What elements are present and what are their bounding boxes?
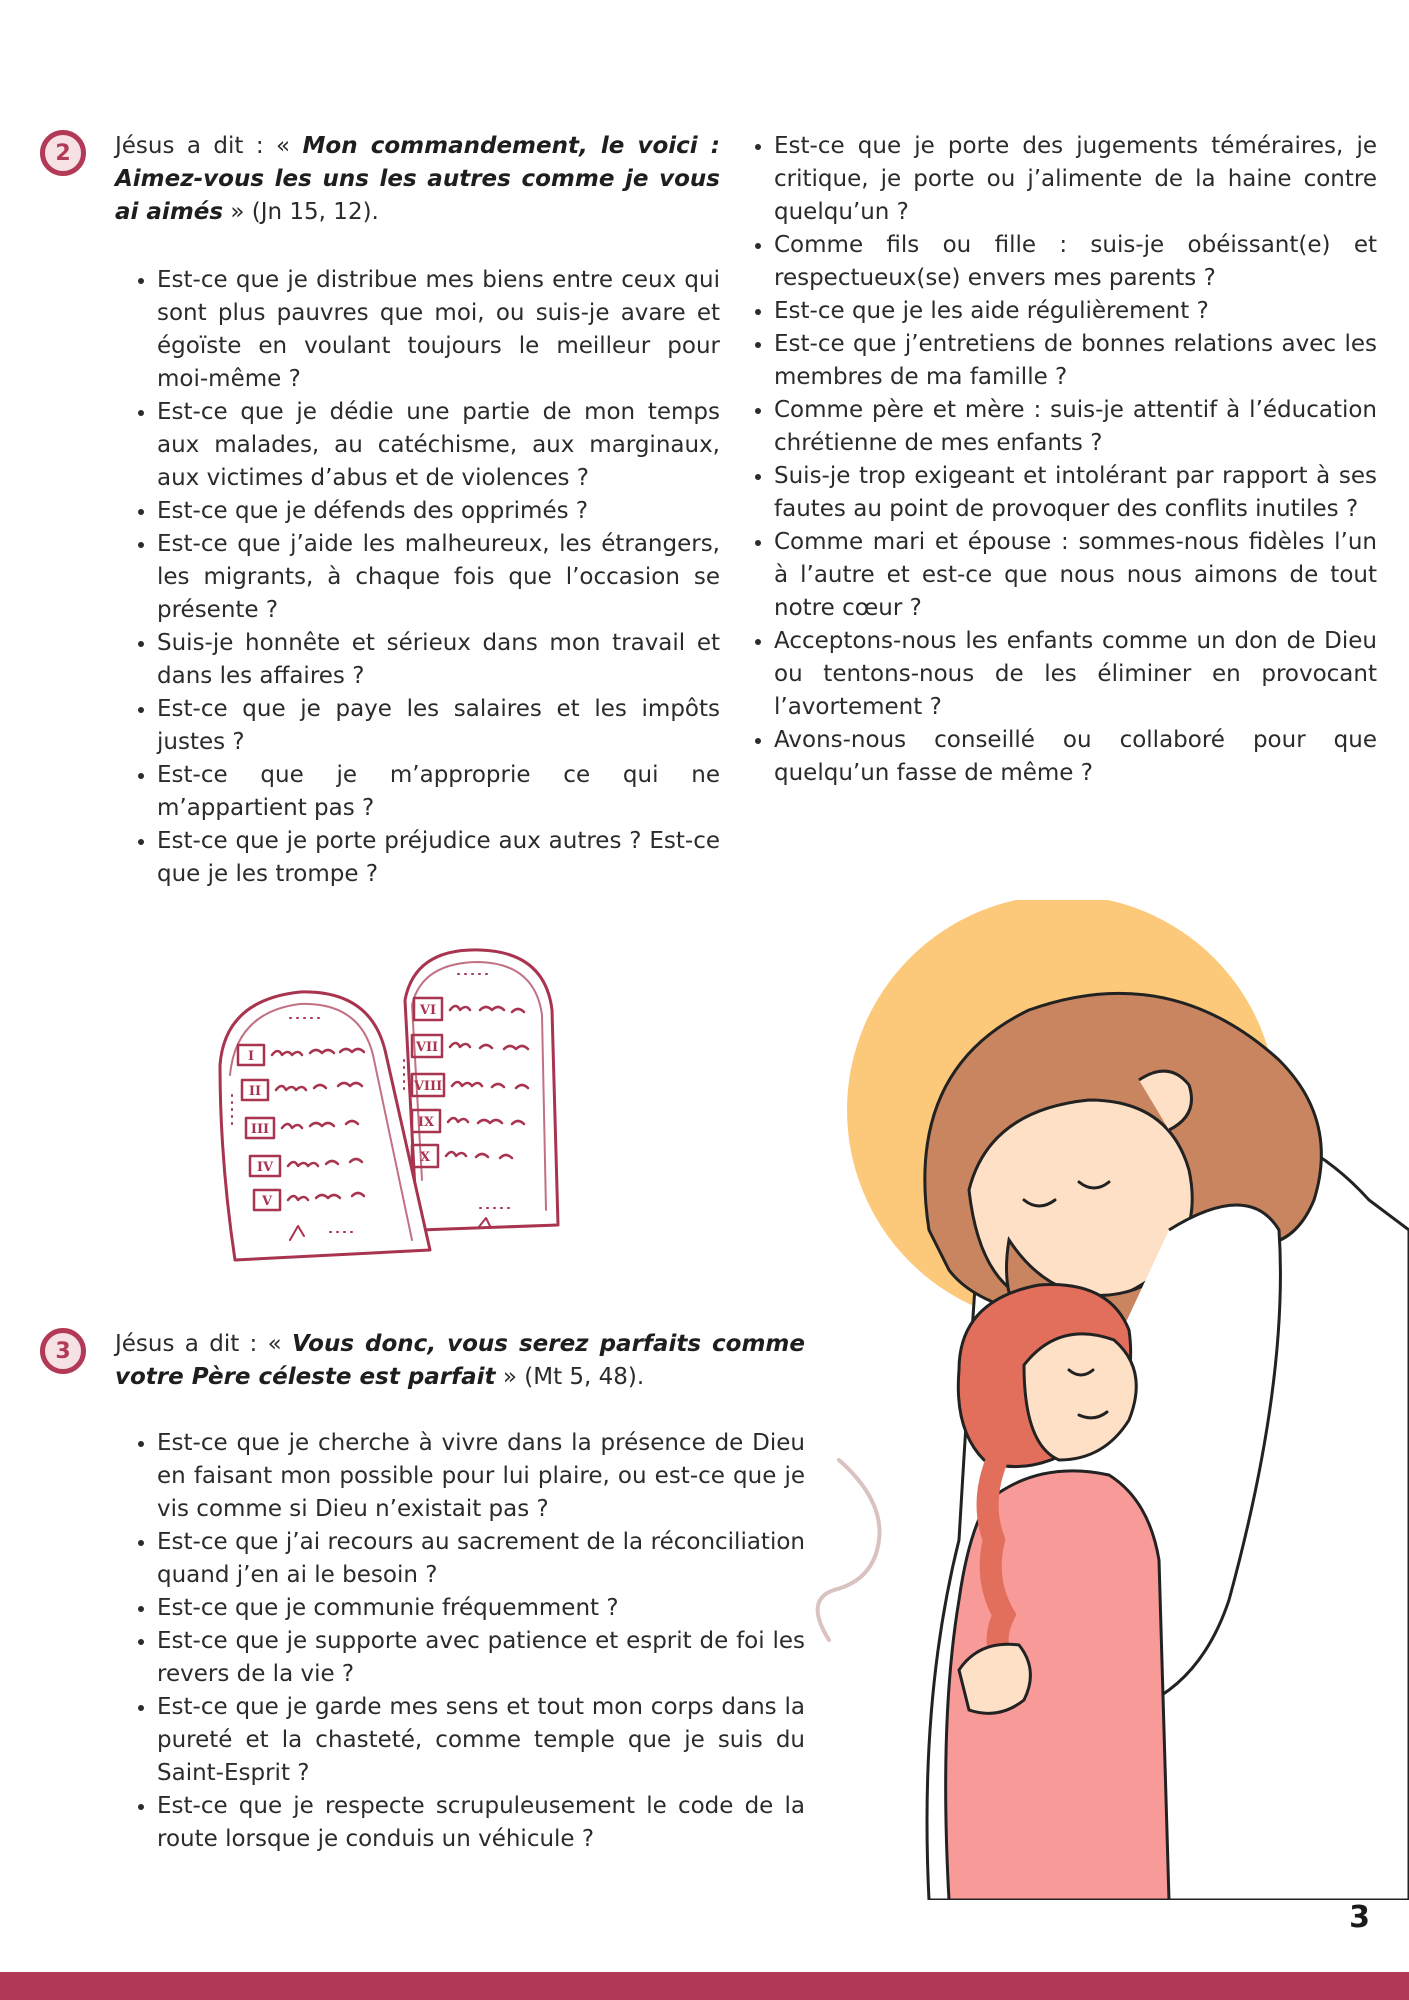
list-item: • Comme mari et épouse : sommes-nous fidèles l’un à l’autre et est-ce que nous nous aimons de tout notre cœur ? bbox=[774, 526, 1377, 625]
list-item: • Est-ce que j’entretiens de bonnes relations avec les membres de ma famille ? bbox=[774, 328, 1377, 394]
question-list bbox=[115, 1427, 805, 1856]
list-item: • Est-ce que je porte des jugements téméraires, je critique, je porte ou j’alimente de la haine contre quelqu’un ? bbox=[774, 130, 1377, 229]
list-item: • Est-ce que je respecte scrupuleusement le code de la route lorsque je conduis un véhicule ? bbox=[157, 1790, 805, 1856]
list-item: • Avons-nous conseillé ou collaboré pour que quelqu’un fasse de même ? bbox=[774, 724, 1377, 790]
list-item: • Est-ce que je les aide régulièrement ? bbox=[774, 295, 1377, 328]
list-item: • Est-ce que je distribue mes biens entre ceux qui sont plus pauvres que moi, ou suis-je avare et égoïste en voulant toujours le meilleur pour moi-même ? bbox=[157, 264, 720, 396]
list-item: • Est-ce que je garde mes sens et tout mon corps dans la pureté et la chasteté, comme temple que je suis du Saint-Esprit ? bbox=[157, 1691, 805, 1790]
numeral-label: V bbox=[261, 1194, 273, 1209]
list-item: • Comme fils ou fille : suis-je obéissant(e) et respectueux(se) envers mes parents ? bbox=[774, 229, 1377, 295]
list-item: • Est-ce que je défends des opprimés ? bbox=[157, 495, 720, 528]
jesus-hugging-child-illustration bbox=[809, 900, 1409, 1900]
footer-bar bbox=[0, 1972, 1409, 2000]
intro-reference: » (Jn 15, 12). bbox=[223, 199, 379, 225]
question-list-left bbox=[115, 264, 720, 891]
list-item: • Acceptons-nous les enfants comme un don de Dieu ou tentons-nous de les éliminer en provocant l’avortement ? bbox=[774, 625, 1377, 724]
list-item: • Est-ce que j’aide les malheureux, les étrangers, les migrants, à chaque fois que l’occasion se présente ? bbox=[157, 528, 720, 627]
section-intro bbox=[115, 130, 720, 229]
list-item: • Comme père et mère : suis-je attentif à l’éducation chrétienne de mes enfants ? bbox=[774, 394, 1377, 460]
page-number: 3 bbox=[1349, 1900, 1370, 1935]
intro-quote: Vous donc, vous serez parfaits comme votre Père céleste est parfait bbox=[115, 1331, 805, 1390]
list-item: • Est-ce que je communie fréquemment ? bbox=[157, 1592, 805, 1625]
list-item: • Suis-je trop exigeant et intolérant par rapport à ses fautes au point de provoquer des conflits inutiles ? bbox=[774, 460, 1377, 526]
intro-prefix: Jésus a dit : « bbox=[115, 133, 303, 159]
numeral-label: X bbox=[419, 1150, 431, 1165]
section-intro bbox=[115, 1328, 805, 1394]
list-item: • Est-ce que je supporte avec patience et esprit de foi les revers de la vie ? bbox=[157, 1625, 805, 1691]
intro-prefix: Jésus a dit : « bbox=[115, 1331, 293, 1357]
list-item: • Est-ce que j’ai recours au sacrement de la réconciliation quand j’en ai le besoin ? bbox=[157, 1526, 805, 1592]
list-item: • Est-ce que je m’approprie ce qui ne m’appartient pas ? bbox=[157, 759, 720, 825]
question-list-right bbox=[732, 130, 1377, 790]
numeral-label: III bbox=[250, 1122, 270, 1137]
list-item: • Est-ce que je paye les salaires et les impôts justes ? bbox=[157, 693, 720, 759]
intro-quote: Mon commandement, le voici : Aimez-vous les uns les autres comme je vous ai aimés bbox=[115, 133, 720, 225]
numeral-label: VIII bbox=[413, 1079, 443, 1094]
intro-reference: » (Mt 5, 48). bbox=[495, 1364, 645, 1390]
list-item: • Est-ce que je dédie une partie de mon temps aux malades, au catéchisme, aux marginaux, aux victimes d’abus et de violences ? bbox=[157, 396, 720, 495]
numeral-label: IV bbox=[256, 1160, 274, 1175]
numeral-label: VI bbox=[419, 1003, 437, 1018]
commandment-tablets-illustration bbox=[190, 940, 640, 1280]
section-number-badge: 3 bbox=[40, 1328, 86, 1374]
numeral-label: IX bbox=[417, 1115, 435, 1130]
list-item: • Suis-je honnête et sérieux dans mon travail et dans les affaires ? bbox=[157, 627, 720, 693]
section-number-badge: 2 bbox=[40, 130, 86, 176]
numeral-label: II bbox=[248, 1084, 262, 1099]
numeral-label: VII bbox=[415, 1040, 439, 1055]
list-item: • Est-ce que je cherche à vivre dans la présence de Dieu en faisant mon possible pour lui plaire, ou est-ce que je vis comme si Dieu n’existait pas ? bbox=[157, 1427, 805, 1526]
numeral-label: I bbox=[247, 1049, 255, 1064]
list-item: • Est-ce que je porte préjudice aux autres ? Est-ce que je les trompe ? bbox=[157, 825, 720, 891]
